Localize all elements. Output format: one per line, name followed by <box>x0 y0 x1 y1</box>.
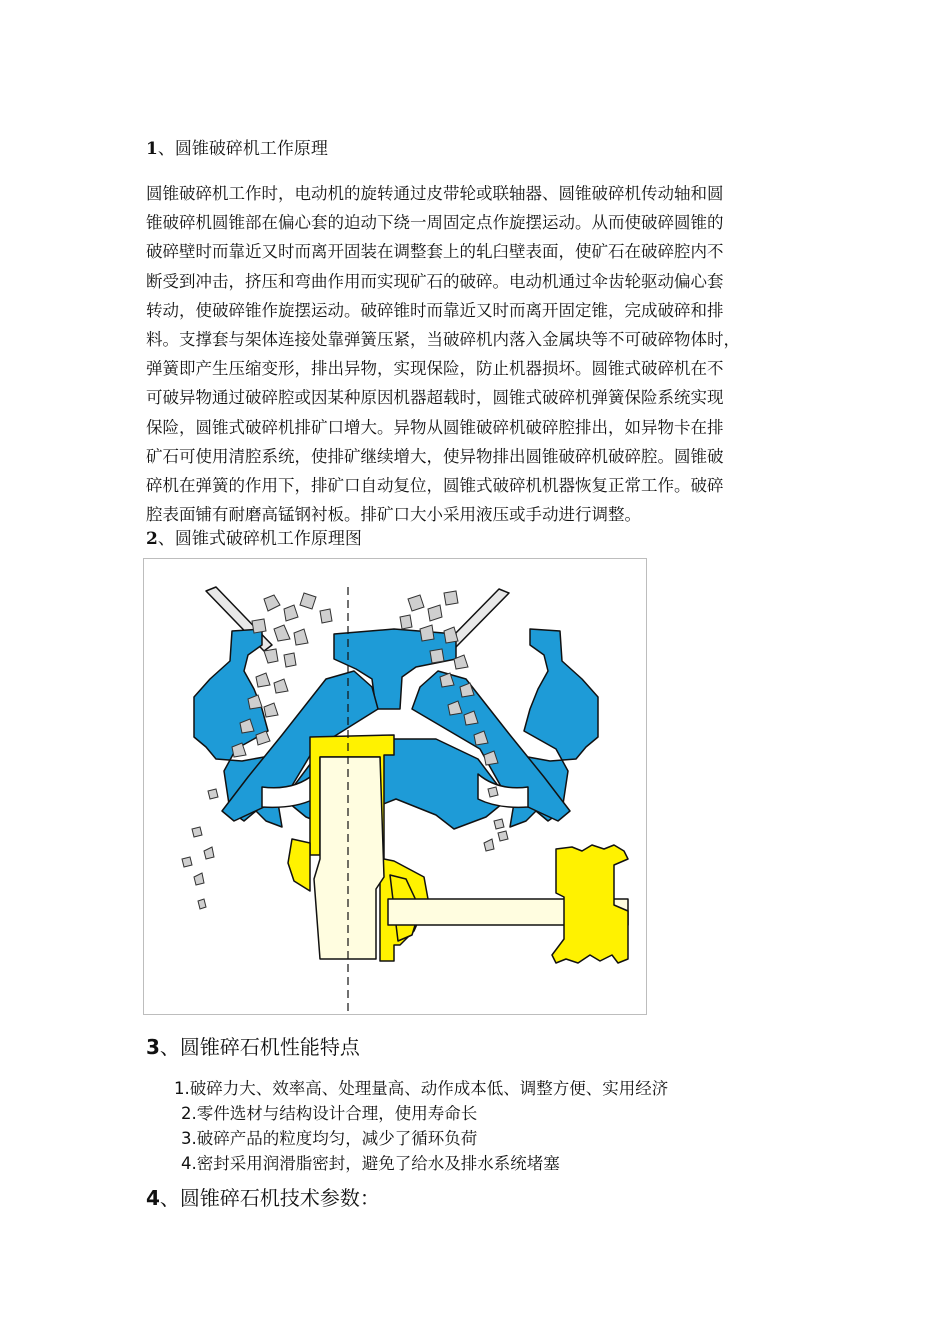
paragraph-line: 腔表面铺有耐磨高锰钢衬板。排矿口大小采用液压或手动进行调整。 <box>146 505 641 525</box>
paragraph-line: 保险，圆锥式破碎机排矿口增大。异物从圆锥破碎机破碎腔排出，如异物卡在排 <box>146 417 724 437</box>
working-principle-paragraph <box>146 179 810 529</box>
paragraph-line: 锥破碎机圆锥部在偏心套的迫动下绕一周固定点作旋摆运动。从而使破碎圆锥的 <box>146 213 724 233</box>
feature-item: 2.零件选材与结构设计合理，使用寿命长 <box>181 1104 478 1123</box>
paragraph-line: 圆锥破碎机工作时，电动机的旋转通过皮带轮或联轴器、圆锥破碎机传动轴和圆 <box>146 184 724 203</box>
section-4-heading: 4、圆锥碎石机技术参数： <box>146 1186 380 1210</box>
eccentric-bushing <box>288 839 310 891</box>
cone-crusher-diagram <box>143 558 647 1015</box>
paragraph-line: 矿石可使用清腔系统，使排矿继续增大，使异物排出圆锥破碎机破碎腔。圆锥破 <box>146 446 724 466</box>
paragraph-line: 料。支撑套与架体连接处靠弹簧压紧，当破碎机内落入金属块等不可破碎物体时， <box>146 330 740 350</box>
paragraph-line: 转动，使破碎锥作旋摆运动。破碎锥时而靠近又时而离开固定锥，完成破碎和排 <box>146 300 724 320</box>
paragraph-line: 碎机在弹簧的作用下，排矿口自动复位，圆锥式破碎机机器恢复正常工作。破碎 <box>146 476 724 496</box>
feature-item: 1.破碎力大、效率高、处理量高、动作成本低、调整方便、实用经济 <box>174 1079 669 1098</box>
paragraph-line: 断受到冲击，挤压和弯曲作用而实现矿石的破碎。电动机通过伞齿轮驱动偏心套 <box>146 271 724 291</box>
section-1-heading: 1、圆锥破碎机工作原理 <box>146 139 328 159</box>
section-3-heading: 3、圆锥碎石机性能特点 <box>146 1035 360 1059</box>
paragraph-line: 破碎壁时而靠近又时而离开固装在调整套上的轧臼壁表面，使矿石在破碎腔内不 <box>146 242 724 262</box>
main-shaft <box>314 757 384 959</box>
paragraph-line: 弹簧即产生压缩变形，排出异物，实现保险，防止机器损坏。圆锥式破碎机在不 <box>146 359 724 379</box>
paragraph-line: 可破异物通过破碎腔或因某种原因机器超载时，圆锥式破碎机弹簧保险系统实现 <box>146 388 724 408</box>
feature-item: 3.破碎产品的粒度均匀，减少了循环负荷 <box>181 1129 478 1148</box>
section-2-heading: 2、圆锥式破碎机工作原理图 <box>146 529 362 549</box>
cone-crusher-illustration <box>144 559 647 1015</box>
feature-item: 4.密封采用润滑脂密封，避免了给水及排水系统堵塞 <box>181 1154 560 1173</box>
